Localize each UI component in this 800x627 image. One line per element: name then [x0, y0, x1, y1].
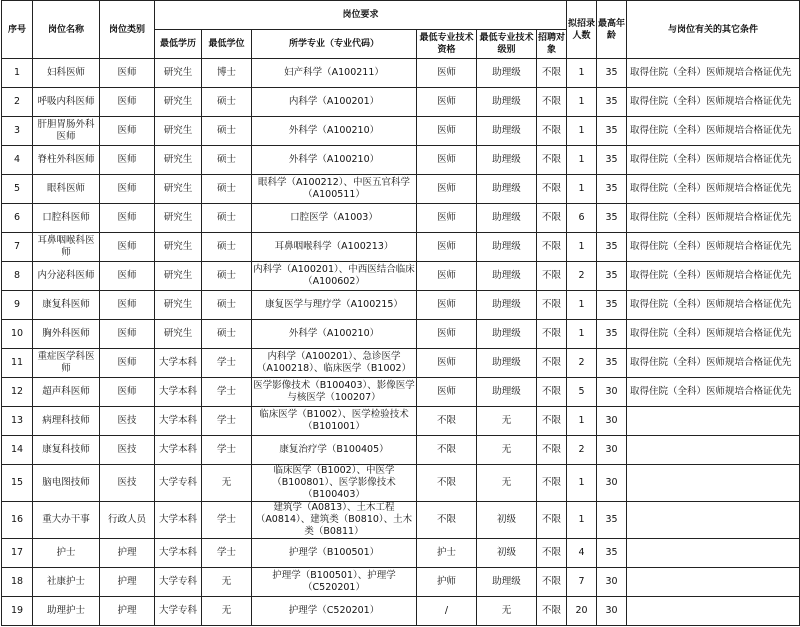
cell-count: 1	[567, 320, 597, 349]
cell-qualification: 不限	[417, 436, 477, 465]
cell-degree: 学士	[202, 436, 252, 465]
cell-name: 康复科医师	[33, 291, 100, 320]
cell-level: 助理级	[477, 378, 537, 407]
cell-no: 1	[2, 59, 33, 88]
cell-category: 医师	[100, 349, 155, 378]
cell-level: 助理级	[477, 117, 537, 146]
cell-major: 护理学（B100501）	[252, 539, 417, 568]
cell-target: 不限	[537, 233, 567, 262]
header-no: 序号	[2, 1, 33, 59]
cell-age: 35	[597, 146, 627, 175]
cell-degree: 硕士	[202, 117, 252, 146]
header-requirements: 岗位要求	[155, 1, 567, 30]
cell-target: 不限	[537, 349, 567, 378]
cell-degree: 学士	[202, 539, 252, 568]
cell-count: 4	[567, 539, 597, 568]
cell-name: 呼吸内科医师	[33, 88, 100, 117]
cell-level: 助理级	[477, 204, 537, 233]
cell-level: 助理级	[477, 320, 537, 349]
cell-name: 重症医学科医师	[33, 349, 100, 378]
table-row	[2, 291, 800, 320]
cell-count: 5	[567, 378, 597, 407]
cell-degree: 硕士	[202, 146, 252, 175]
cell-target: 不限	[537, 262, 567, 291]
table-row	[2, 436, 800, 465]
cell-level: 助理级	[477, 59, 537, 88]
cell-degree: 硕士	[202, 88, 252, 117]
cell-age: 35	[597, 320, 627, 349]
cell-category: 医技	[100, 465, 155, 502]
cell-other	[627, 436, 800, 465]
cell-no: 16	[2, 502, 33, 539]
table-row	[2, 59, 800, 88]
cell-education: 研究生	[155, 146, 202, 175]
cell-level: 无	[477, 465, 537, 502]
cell-qualification: /	[417, 597, 477, 626]
cell-other: 取得住院（全科）医师规培合格证优先	[627, 204, 800, 233]
cell-level: 助理级	[477, 233, 537, 262]
cell-count: 1	[567, 146, 597, 175]
cell-category: 医师	[100, 233, 155, 262]
cell-other: 取得住院（全科）医师规培合格证优先	[627, 262, 800, 291]
cell-degree: 硕士	[202, 175, 252, 204]
cell-age: 30	[597, 568, 627, 597]
cell-no: 18	[2, 568, 33, 597]
cell-level: 助理级	[477, 262, 537, 291]
cell-name: 脊柱外科医师	[33, 146, 100, 175]
cell-target: 不限	[537, 407, 567, 436]
cell-category: 行政人员	[100, 502, 155, 539]
cell-age: 30	[597, 597, 627, 626]
cell-other	[627, 465, 800, 502]
cell-no: 10	[2, 320, 33, 349]
cell-qualification: 医师	[417, 320, 477, 349]
cell-education: 研究生	[155, 320, 202, 349]
cell-other: 取得住院（全科）医师规培合格证优先	[627, 146, 800, 175]
table-row	[2, 88, 800, 117]
cell-major: 康复治疗学（B100405）	[252, 436, 417, 465]
cell-other: 取得住院（全科）医师规培合格证优先	[627, 320, 800, 349]
header-min-degree: 最低学位	[202, 30, 252, 59]
cell-degree: 硕士	[202, 204, 252, 233]
cell-name: 肝胆胃肠外科医师	[33, 117, 100, 146]
cell-major: 口腔医学（A1003）	[252, 204, 417, 233]
cell-target: 不限	[537, 88, 567, 117]
cell-education: 大学本科	[155, 502, 202, 539]
table-row	[2, 175, 800, 204]
cell-education: 大学本科	[155, 539, 202, 568]
cell-education: 大学本科	[155, 378, 202, 407]
cell-age: 35	[597, 262, 627, 291]
cell-qualification: 医师	[417, 204, 477, 233]
cell-no: 5	[2, 175, 33, 204]
cell-degree: 学士	[202, 407, 252, 436]
cell-qualification: 医师	[417, 59, 477, 88]
cell-level: 无	[477, 407, 537, 436]
cell-name: 护士	[33, 539, 100, 568]
cell-count: 7	[567, 568, 597, 597]
cell-name: 社康护士	[33, 568, 100, 597]
cell-count: 1	[567, 59, 597, 88]
cell-education: 研究生	[155, 88, 202, 117]
cell-target: 不限	[537, 117, 567, 146]
cell-qualification: 医师	[417, 175, 477, 204]
cell-category: 医技	[100, 407, 155, 436]
cell-qualification: 医师	[417, 262, 477, 291]
cell-category: 医师	[100, 378, 155, 407]
cell-age: 35	[597, 233, 627, 262]
table-row	[2, 539, 800, 568]
cell-qualification: 医师	[417, 117, 477, 146]
cell-category: 护理	[100, 597, 155, 626]
cell-target: 不限	[537, 146, 567, 175]
cell-age: 35	[597, 88, 627, 117]
cell-level: 初级	[477, 539, 537, 568]
cell-no: 17	[2, 539, 33, 568]
cell-count: 2	[567, 349, 597, 378]
cell-other: 取得住院（全科）医师规培合格证优先	[627, 117, 800, 146]
cell-other	[627, 502, 800, 539]
table-row	[2, 320, 800, 349]
cell-major: 临床医学（B1002）、医学检验技术（B101001）	[252, 407, 417, 436]
header-major: 所学专业（专业代码）	[252, 30, 417, 59]
cell-target: 不限	[537, 436, 567, 465]
cell-qualification: 不限	[417, 407, 477, 436]
cell-qualification: 医师	[417, 233, 477, 262]
cell-name: 助理护士	[33, 597, 100, 626]
cell-category: 医师	[100, 117, 155, 146]
cell-other: 取得住院（全科）医师规培合格证优先	[627, 349, 800, 378]
cell-major: 内科学（A100201）、急诊医学（A100218）、临床医学（B1002）	[252, 349, 417, 378]
table-row	[2, 378, 800, 407]
table-row	[2, 465, 800, 502]
cell-qualification: 医师	[417, 88, 477, 117]
cell-qualification: 不限	[417, 502, 477, 539]
cell-major: 外科学（A100210）	[252, 320, 417, 349]
cell-count: 1	[567, 291, 597, 320]
cell-other	[627, 597, 800, 626]
cell-category: 医师	[100, 175, 155, 204]
cell-no: 7	[2, 233, 33, 262]
table-row	[2, 502, 800, 539]
cell-degree: 硕士	[202, 291, 252, 320]
cell-education: 大学专科	[155, 597, 202, 626]
cell-other: 取得住院（全科）医师规培合格证优先	[627, 88, 800, 117]
header-target: 招聘对象	[537, 30, 567, 59]
cell-education: 研究生	[155, 233, 202, 262]
table-row	[2, 262, 800, 291]
cell-count: 6	[567, 204, 597, 233]
cell-other	[627, 539, 800, 568]
cell-category: 医师	[100, 291, 155, 320]
cell-category: 医师	[100, 59, 155, 88]
cell-count: 1	[567, 233, 597, 262]
cell-level: 助理级	[477, 568, 537, 597]
cell-education: 大学专科	[155, 568, 202, 597]
cell-level: 助理级	[477, 291, 537, 320]
cell-count: 1	[567, 88, 597, 117]
cell-no: 4	[2, 146, 33, 175]
cell-target: 不限	[537, 204, 567, 233]
cell-no: 12	[2, 378, 33, 407]
cell-name: 脑电图技师	[33, 465, 100, 502]
cell-no: 2	[2, 88, 33, 117]
cell-no: 13	[2, 407, 33, 436]
cell-education: 研究生	[155, 175, 202, 204]
cell-age: 30	[597, 436, 627, 465]
cell-age: 35	[597, 539, 627, 568]
cell-target: 不限	[537, 465, 567, 502]
cell-category: 医师	[100, 88, 155, 117]
cell-other: 取得住院（全科）医师规培合格证优先	[627, 291, 800, 320]
cell-category: 护理	[100, 568, 155, 597]
header-name: 岗位名称	[33, 1, 100, 59]
cell-major: 医学影像技术（B100403）、影像医学与核医学（100207）	[252, 378, 417, 407]
cell-education: 研究生	[155, 262, 202, 291]
cell-other: 取得住院（全科）医师规培合格证优先	[627, 175, 800, 204]
cell-name: 重大办干事	[33, 502, 100, 539]
cell-degree: 硕士	[202, 262, 252, 291]
table-row	[2, 407, 800, 436]
cell-age: 35	[597, 291, 627, 320]
cell-major: 护理学（C520201）	[252, 597, 417, 626]
cell-age: 35	[597, 175, 627, 204]
cell-degree: 无	[202, 568, 252, 597]
cell-age: 30	[597, 378, 627, 407]
cell-no: 15	[2, 465, 33, 502]
cell-count: 1	[567, 502, 597, 539]
cell-target: 不限	[537, 175, 567, 204]
cell-qualification: 医师	[417, 349, 477, 378]
cell-degree: 学士	[202, 378, 252, 407]
cell-degree: 无	[202, 465, 252, 502]
cell-education: 大学本科	[155, 349, 202, 378]
cell-age: 30	[597, 407, 627, 436]
header-row-1	[2, 1, 800, 30]
cell-education: 研究生	[155, 291, 202, 320]
header-min-qualification: 最低专业技术资格	[417, 30, 477, 59]
table-row	[2, 597, 800, 626]
cell-count: 1	[567, 175, 597, 204]
cell-age: 35	[597, 117, 627, 146]
cell-education: 大学本科	[155, 407, 202, 436]
cell-category: 医师	[100, 146, 155, 175]
table-row	[2, 146, 800, 175]
cell-other: 取得住院（全科）医师规培合格证优先	[627, 378, 800, 407]
cell-count: 1	[567, 117, 597, 146]
cell-major: 外科学（A100210）	[252, 117, 417, 146]
cell-no: 19	[2, 597, 33, 626]
cell-major: 内科学（A100201）、中西医结合临床（A100602）	[252, 262, 417, 291]
cell-degree: 博士	[202, 59, 252, 88]
header-min-education: 最低学历	[155, 30, 202, 59]
cell-major: 临床医学（B1002）、中医学（B100801）、医学影像技术（B100403）	[252, 465, 417, 502]
cell-category: 医师	[100, 204, 155, 233]
cell-target: 不限	[537, 378, 567, 407]
cell-count: 1	[567, 407, 597, 436]
cell-name: 眼科医师	[33, 175, 100, 204]
cell-no: 11	[2, 349, 33, 378]
cell-qualification: 护士	[417, 539, 477, 568]
cell-name: 超声科医师	[33, 378, 100, 407]
cell-major: 康复医学与理疗学（A100215）	[252, 291, 417, 320]
cell-level: 助理级	[477, 88, 537, 117]
cell-major: 内科学（A100201）	[252, 88, 417, 117]
cell-level: 助理级	[477, 175, 537, 204]
cell-target: 不限	[537, 291, 567, 320]
cell-no: 9	[2, 291, 33, 320]
cell-education: 大学本科	[155, 436, 202, 465]
cell-target: 不限	[537, 59, 567, 88]
cell-degree: 硕士	[202, 320, 252, 349]
cell-major: 护理学（B100501）、护理学（C520201）	[252, 568, 417, 597]
cell-age: 35	[597, 502, 627, 539]
cell-level: 无	[477, 597, 537, 626]
cell-education: 大学专科	[155, 465, 202, 502]
header-max-age: 最高年龄	[597, 1, 627, 59]
job-requirements-table	[1, 0, 800, 626]
cell-age: 30	[597, 465, 627, 502]
cell-name: 病理科技师	[33, 407, 100, 436]
header-other: 与岗位有关的其它条件	[627, 1, 800, 59]
cell-category: 护理	[100, 539, 155, 568]
cell-target: 不限	[537, 539, 567, 568]
cell-name: 康复科技师	[33, 436, 100, 465]
cell-name: 口腔科医师	[33, 204, 100, 233]
cell-major: 建筑学（A0813）、土木工程（A0814）、建筑类（B0810）、土木类（B0811）	[252, 502, 417, 539]
cell-major: 外科学（A100210）	[252, 146, 417, 175]
cell-qualification: 医师	[417, 146, 477, 175]
table-row	[2, 117, 800, 146]
cell-age: 35	[597, 349, 627, 378]
cell-qualification: 不限	[417, 465, 477, 502]
cell-level: 无	[477, 436, 537, 465]
cell-name: 内分泌科医师	[33, 262, 100, 291]
cell-other	[627, 568, 800, 597]
cell-target: 不限	[537, 320, 567, 349]
table-row	[2, 349, 800, 378]
cell-age: 35	[597, 59, 627, 88]
cell-no: 14	[2, 436, 33, 465]
cell-qualification: 医师	[417, 291, 477, 320]
cell-target: 不限	[537, 597, 567, 626]
cell-other	[627, 407, 800, 436]
table-row	[2, 204, 800, 233]
cell-category: 医技	[100, 436, 155, 465]
cell-education: 研究生	[155, 204, 202, 233]
header-count: 拟招录人数	[567, 1, 597, 59]
cell-name: 妇科医师	[33, 59, 100, 88]
cell-no: 6	[2, 204, 33, 233]
cell-no: 3	[2, 117, 33, 146]
cell-target: 不限	[537, 502, 567, 539]
cell-level: 初级	[477, 502, 537, 539]
cell-major: 眼科学（A100212）、中医五官科学（A100511）	[252, 175, 417, 204]
header-min-level: 最低专业技术级别	[477, 30, 537, 59]
table-row	[2, 233, 800, 262]
cell-age: 35	[597, 204, 627, 233]
cell-no: 8	[2, 262, 33, 291]
cell-other: 取得住院（全科）医师规培合格证优先	[627, 59, 800, 88]
cell-level: 助理级	[477, 146, 537, 175]
cell-category: 医师	[100, 262, 155, 291]
cell-count: 2	[567, 436, 597, 465]
cell-level: 助理级	[477, 349, 537, 378]
cell-major: 妇产科学（A100211）	[252, 59, 417, 88]
cell-name: 耳鼻咽喉科医师	[33, 233, 100, 262]
cell-count: 1	[567, 465, 597, 502]
cell-other: 取得住院（全科）医师规培合格证优先	[627, 233, 800, 262]
cell-count: 20	[567, 597, 597, 626]
cell-category: 医师	[100, 320, 155, 349]
cell-name: 胸外科医师	[33, 320, 100, 349]
cell-degree: 学士	[202, 502, 252, 539]
table-row	[2, 568, 800, 597]
cell-degree: 无	[202, 597, 252, 626]
cell-major: 耳鼻咽喉科学（A100213）	[252, 233, 417, 262]
cell-target: 不限	[537, 568, 567, 597]
cell-degree: 硕士	[202, 233, 252, 262]
cell-qualification: 护师	[417, 568, 477, 597]
cell-count: 2	[567, 262, 597, 291]
header-category: 岗位类别	[100, 1, 155, 59]
cell-qualification: 医师	[417, 378, 477, 407]
cell-degree: 学士	[202, 349, 252, 378]
cell-education: 研究生	[155, 117, 202, 146]
cell-education: 研究生	[155, 59, 202, 88]
